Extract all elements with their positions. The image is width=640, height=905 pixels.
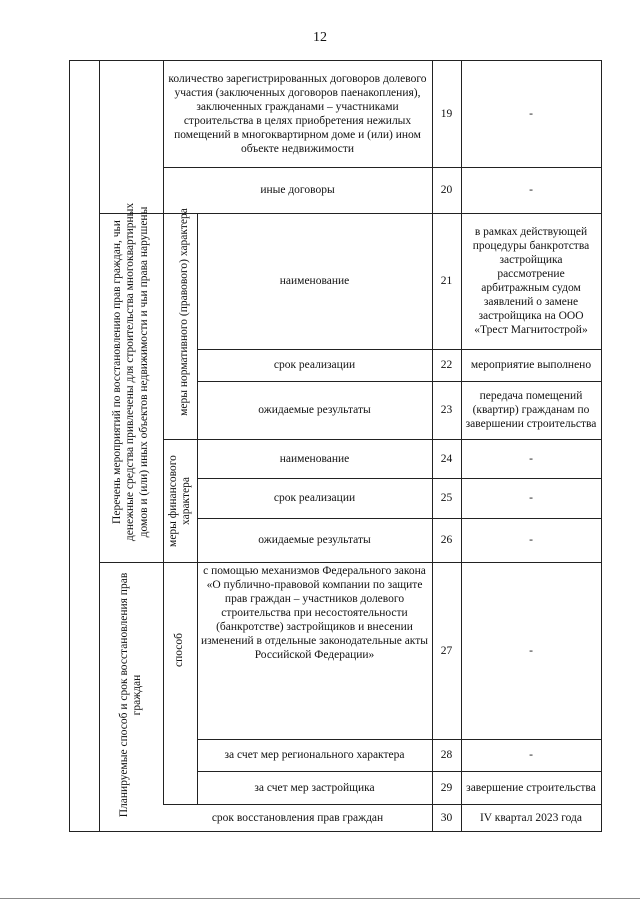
row-label: количество зарегистрированных договоров долевого участия (заключенных договоров паенакопления), заключенных гражданами – участниками строительства в целях приобретения нежилых помещений в многоквартирном доме и (или) ином объекте недвижимости bbox=[168, 72, 427, 155]
row-number: 28 bbox=[440, 749, 453, 761]
row-number: 19 bbox=[440, 107, 453, 120]
row-number: 27 bbox=[440, 644, 453, 657]
table-border-bottom bbox=[69, 831, 602, 832]
row-label: с помощью механизмов Федерального закона «О публично-правовой компании по защите прав граждан – участников долевого строительства при несостоятельности (банкротстве) застройщиков и внесении изменений в отдельные законодательные акты Российской Федерации» bbox=[201, 565, 428, 661]
group-normative-label: меры нормативного (правового) характера bbox=[178, 208, 191, 416]
row-value: - bbox=[529, 184, 533, 196]
row-label: за счет мер регионального характера bbox=[224, 749, 405, 761]
row-number: 21 bbox=[440, 275, 453, 287]
row-label: срок восстановления прав граждан bbox=[211, 811, 384, 824]
table-border-right bbox=[601, 60, 602, 832]
row-label: ожидаемые результаты bbox=[258, 534, 371, 546]
table-border-left bbox=[69, 60, 70, 832]
row-number: 29 bbox=[440, 781, 453, 794]
page-number: 12 bbox=[313, 30, 327, 45]
row-value: - bbox=[529, 534, 533, 546]
row-number: 30 bbox=[440, 811, 453, 824]
page-bottom-rule bbox=[0, 898, 640, 899]
row-label: за счет мер застройщика bbox=[254, 781, 375, 794]
group-financial-label: меры финансового характера bbox=[166, 455, 192, 547]
row-label: иные договоры bbox=[260, 184, 335, 196]
row-value: - bbox=[529, 107, 533, 120]
row-number: 24 bbox=[440, 452, 453, 465]
row-number: 20 bbox=[440, 184, 453, 196]
row-number: 25 bbox=[440, 492, 453, 504]
row-label: срок реализации bbox=[273, 359, 356, 371]
row-value: завершение строительства bbox=[466, 781, 596, 794]
row-value: - bbox=[529, 492, 533, 504]
row-value: IV квартал 2023 года bbox=[479, 811, 583, 824]
row-label: срок реализации bbox=[273, 492, 356, 504]
row-value: мероприятие выполнено bbox=[470, 359, 592, 371]
row-value: - bbox=[529, 749, 533, 761]
row-number: 22 bbox=[440, 359, 453, 371]
section-a-heading: Перечень мероприятий по восстановлению прав граждан, чьи денежные средства привлечены для строительства многоквартирных домов и (или) иных объектов недвижимости и чьи права нарушены bbox=[110, 202, 150, 542]
row-label: ожидаемые результаты bbox=[258, 404, 371, 416]
row-value: в рамках действующей процедуры банкротства застройщика рассмотрение арбитражным судом заявлений о замене застройщика на ООО «Трест Магнитострой» bbox=[472, 226, 590, 336]
row-value: - bbox=[529, 644, 533, 657]
row-number: 26 bbox=[440, 534, 453, 546]
row-number: 23 bbox=[440, 404, 453, 416]
row-value: - bbox=[529, 452, 533, 465]
section-b-heading: Планируемые способ и срок восстановления прав граждан bbox=[117, 572, 143, 818]
group-method-label: способ bbox=[173, 633, 186, 668]
row-label: наименование bbox=[279, 452, 350, 465]
row-value: передача помещений (квартир) гражданам по завершении строительства bbox=[465, 390, 597, 430]
row-label: наименование bbox=[279, 275, 350, 287]
